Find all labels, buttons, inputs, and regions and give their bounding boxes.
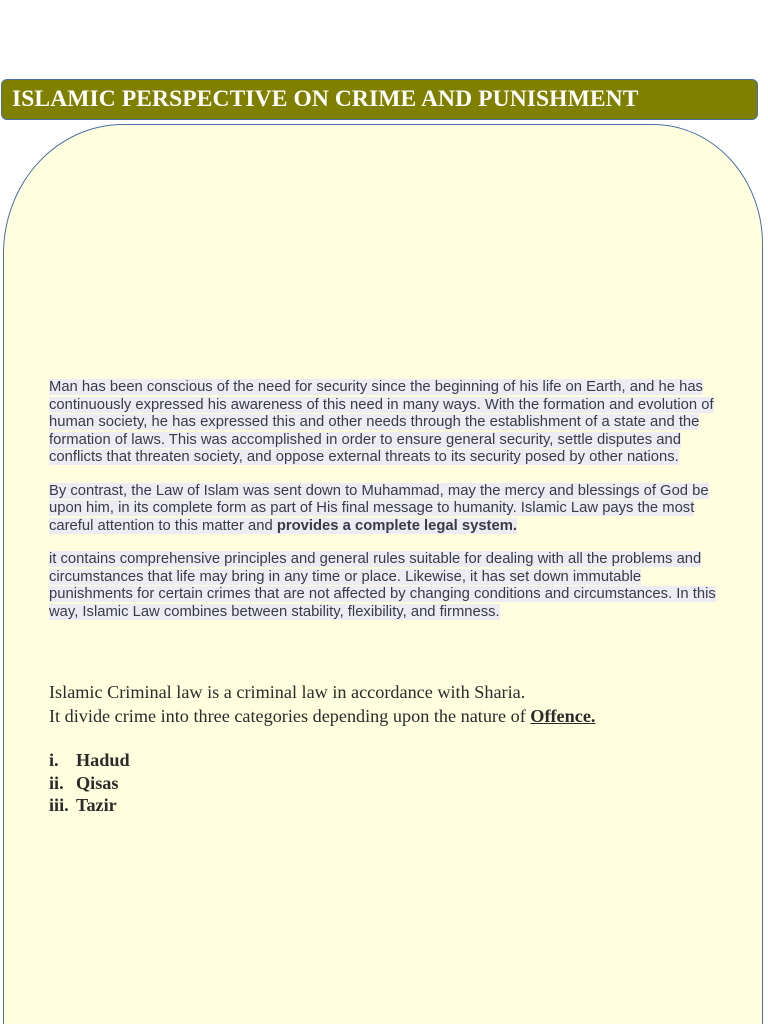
list-item [49, 772, 130, 795]
list-item-label: Tazir [76, 795, 117, 815]
list-item [49, 749, 130, 772]
title-banner [1, 79, 758, 120]
list-item-label: Qisas [76, 772, 119, 793]
list-item-number: iii. [49, 795, 69, 815]
page-title: ISLAMIC PERSPECTIVE ON CRIME AND PUNISHMENT [12, 86, 639, 112]
list-item-label: Hadud [76, 750, 130, 770]
crime-category-list [49, 749, 130, 817]
paragraph-security [49, 379, 729, 467]
list-item-number: ii. [49, 772, 64, 793]
paragraph-law-of-islam-text: By contrast, the Law of Islam was sent down to Muhammad, may the mercy and blessings of God be upon him, in its complete form as part of His final message to humanity. Islamic Law pays the most careful attention to this matter and [49, 482, 709, 534]
paragraph-law-of-islam [49, 483, 729, 536]
criminal-law-statement [49, 681, 739, 728]
criminal-law-line-1: Islamic Criminal law is a criminal law in accordance with Sharia. [49, 682, 526, 702]
list-item [49, 794, 130, 817]
complete-legal-system-emphasis: provides a complete legal system. [276, 517, 517, 534]
offence-emphasis: Offence. [530, 705, 596, 726]
list-item-number: i. [49, 750, 59, 770]
paragraph-principles-text: it contains comprehensive principles and general rules suitable for dealing with all the problems and circumstances that life may bring in any time or place. Likewise, it has set down immutable punishments for certain crimes that are not affected by changing conditions and circumstances. In this way, Islamic Law combines between stability, flexibility, and firmness. [49, 551, 716, 620]
paragraph-security-text: Man has been conscious of the need for security since the beginning of his life on Earth, and he has continuously expressed his awareness of this need in many ways. With the formation and evolution of human society, he has expressed this and other needs through the establishment of a state and the formation of laws. This was accomplished in order to ensure general security, settle disputes and conflicts that threaten society, and oppose external threats to its security posed by other nations. [49, 379, 714, 465]
criminal-law-line-2: It divide crime into three categories depending upon the nature of [49, 705, 531, 726]
body-text-section [49, 379, 729, 637]
paragraph-principles [49, 551, 729, 621]
